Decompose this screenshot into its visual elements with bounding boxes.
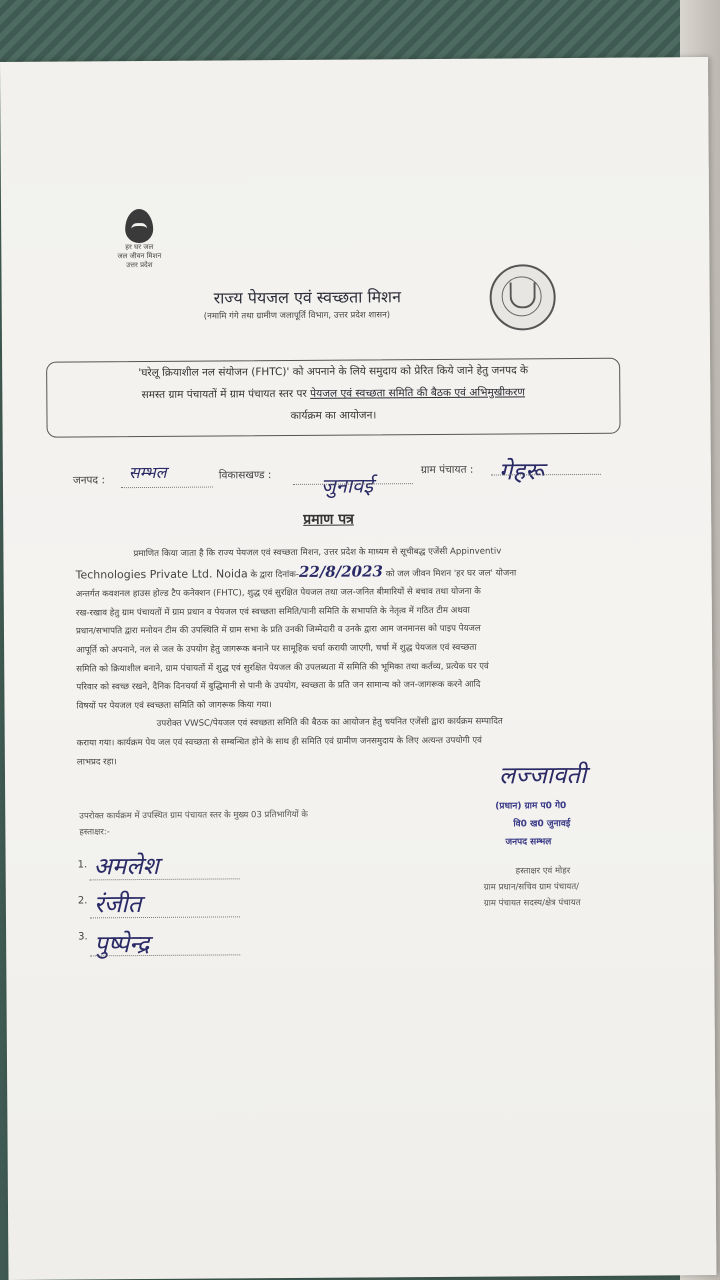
water-drop-icon (125, 209, 153, 243)
signatory-caption-1: हस्ताक्षर एवं मोहर (515, 866, 571, 877)
body-line: कराया गया। कार्यक्रम पेय जल एवं स्वच्छता से सम्बन्धित होने के साथ ही समिति एवं ग्रामीण जनसमुदाय के लिए अत्यन्त उपयोगी एवं (76, 735, 482, 749)
body-line: उपरोक्त VWSC/पेयजल एवं स्वच्छता समिति की बैठक का आयोजन हेतु चयनित एजेंसी द्वारा कार्यक्रम सम्पादित (156, 716, 503, 730)
body-line: रख-रखाव हेतु ग्राम पंचायतों में ग्राम प्रधान व पेयजल एवं स्वच्छता समिति/पानी समिति के सभापति के नेतृत्व में गठित टीम अथवा (75, 605, 470, 619)
program-banner (46, 358, 621, 438)
body-line: विषयों पर पेयजल एवं स्वच्छता समिति को जागरूक किया गया। (76, 699, 272, 712)
representatives-intro: उपरोक्त कार्यक्रम में उपस्थित ग्राम पंचायत स्तर के मुख्य 03 प्रतिभागियों के (79, 809, 308, 822)
signatory-caption-3: ग्राम पंचायत सदस्य/क्षेत्र पंचायत (483, 897, 581, 909)
body-line: प्रधान/सभापति द्वारा मनोयन टीम की उपस्थिति में ग्राम सभा के प्रति उनकी जिम्मेदारी व उनके द्वारा आम जनमानस को पाइप पेयजल (75, 624, 481, 637)
rep-signature-2: रंजीत (93, 890, 142, 919)
banner-line-2-text: समस्त ग्राम पंचायतों में ग्राम पंचायत स्तर पर (141, 387, 311, 402)
body-line: अन्तर्गत कवशनल हाउस होल्ड टैप कनेक्शन (FHTC), शुद्ध एवं सुरक्षित पेयजल तथा जल-जनित बीमारियों से बचाव तथा योजना के (75, 586, 481, 600)
har-ghar-jal-logo (109, 209, 169, 270)
rep-number: 3. (78, 931, 88, 943)
body-line: प्रमाणित किया जाता है कि राज्य पेयजल एवं स्वच्छता मिशन, उत्तर प्रदेश के माध्यम से सूचीबद्ध एजेंसी Appinventiv (133, 546, 502, 560)
certificate-document (0, 57, 716, 1280)
rep-signature-1: अमलेश (93, 851, 159, 881)
signatory-caption-2: ग्राम प्रधान/सचिव ग्राम पंचायत/ (483, 881, 580, 893)
block-label: विकासखण्ड : (218, 469, 272, 482)
district-label: जनपद : (72, 474, 106, 487)
up-government-seal-icon (489, 264, 555, 330)
stamp-line-3: जनपद सम्भल (505, 837, 552, 848)
body-line: लाभप्रद रहा। (76, 756, 117, 768)
body-line: समिति को क्रियाशील बनाने, ग्राम पंचायतों में शुद्ध एवं सुरक्षित पेयजल की उपलब्धता में समिति की भूमिका तथा कर्तव्य, प्रत्येक घर एवं (76, 661, 489, 675)
stamp-line-2: वि0 ख0 जुनावई (513, 819, 571, 830)
representatives-intro-2: हस्ताक्षर:- (79, 827, 110, 838)
panchayat-value: गेहरू (498, 457, 544, 486)
body-line: परिवार को स्वच्छ रखने, दैनिक दिनचर्या में बुद्धिमानी से पानी के उपयोग, स्वच्छता के प्रति जन सामान्य को जन-जागरूक करने आदि (76, 679, 481, 693)
certificate-body (75, 542, 637, 772)
rep-number: 1. (77, 859, 88, 871)
rep-signature-3: पुष्पेन्द्र (94, 929, 150, 959)
logo-caption-3: उत्तर प्रदेश (126, 260, 153, 270)
banner-line-3: कार्यक्रम का आयोजन। (290, 409, 377, 422)
body-text-span: को जल जीवन मिशन 'हर घर जल' योजना (382, 568, 517, 579)
banner-line-1: 'घरेलू क्रियाशील नल संयोजन (FHTC)' को अपनाने के लिये समुदाय को प्रेरित किये जाने हेतु जनपद के (138, 364, 529, 380)
program-date: 22/8/2023 (298, 561, 384, 581)
logo-caption-1: हर घर जल (125, 242, 154, 252)
rep-number: 2. (77, 895, 88, 907)
district-value: सम्भल (128, 462, 167, 483)
body-text-span: के द्वारा दिनांक- (247, 569, 299, 580)
mission-title: राज्य पेयजल एवं स्वच्छता मिशन (213, 287, 401, 308)
certificate-title: प्रमाण पत्र (303, 511, 354, 528)
block-value: जुनावई (320, 473, 374, 498)
stamp-line-1: (प्रधान) ग्राम प0 गे0 (495, 801, 567, 812)
pradhan-signature: लज्जावती (498, 760, 587, 790)
panchayat-label: ग्राम पंचायत : (420, 463, 474, 477)
logo-caption-2: जल जीवन मिशन (117, 251, 162, 261)
body-line: आपूर्ति को अपनाने, नल से जल के उपयोग हेतु जागरूक बनाने पर सामूहिक चर्चा करायी जाएगी, चर्चा में शुद्ध पेयजल एवं स्वच्छता (76, 642, 477, 656)
mission-subtitle: (नमामि गंगे तथा ग्रामीण जलापूर्ति विभाग, उत्तर प्रदेश शासन) (203, 310, 391, 322)
banner-highlight: पेयजल एवं स्वच्छता समिति की बैठक एवं अभिमुखीकरण (310, 386, 526, 400)
agency-name: Technologies Private Ltd. Noida (75, 566, 248, 582)
